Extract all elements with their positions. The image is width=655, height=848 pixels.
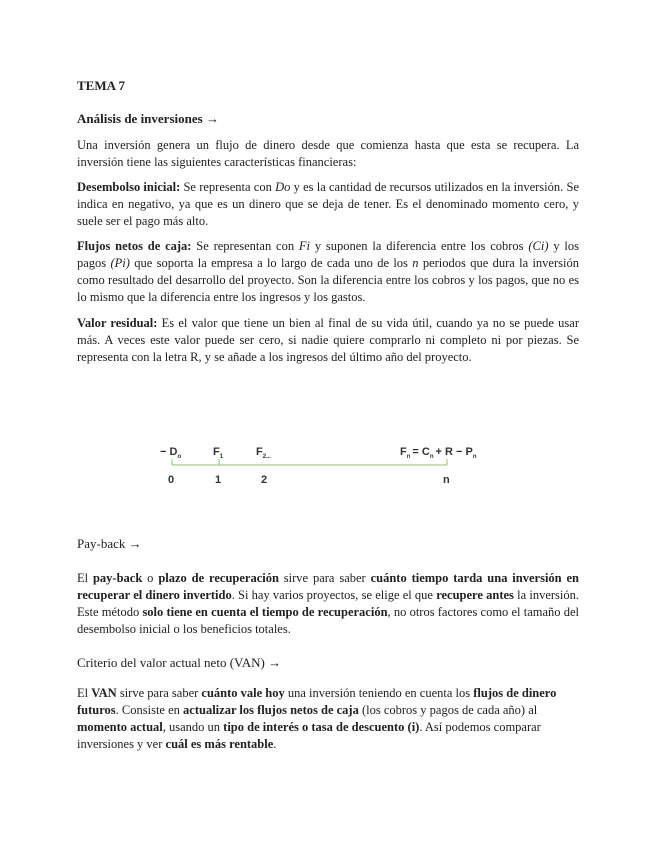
text: (los cobros y pagos de cada año) al <box>358 703 538 717</box>
desembolso-paragraph <box>77 179 579 230</box>
bold-text: VAN <box>91 686 117 700</box>
flujos-text-e: periodos que dura la inversión como resultado del desarrollo del proyecto. Son la diferencia entre los cobros y los pagos, que no es lo mismo que la diferencia entre los ingresos y los gastos. <box>77 256 579 304</box>
timeline-label-f1: $F_1$ <box>213 446 224 460</box>
section-heading-payback <box>77 536 142 552</box>
flujos-symbol-p: (Pi) <box>110 256 130 270</box>
desembolso-text-b: y es la cantidad de recursos utilizados en la inversión. Se indica en negativo, ya que es un dinero que se deja de tener. Es el denominado momento cero, y suele ser el pago más alto. <box>77 180 580 228</box>
timeline-label-fn: $F_n = C_n + R - P_n$ <box>400 446 477 460</box>
flujos-text-c: y los pagos <box>77 239 579 270</box>
flujos-symbol-c: (Ci) <box>528 239 549 253</box>
text: El <box>77 571 93 585</box>
text: una inversión teniendo en cuenta los <box>284 686 474 700</box>
cash-flow-timeline <box>77 438 579 498</box>
arrow-icon: → <box>128 536 142 551</box>
flujos-paragraph <box>77 238 579 306</box>
desembolso-symbol: Do <box>275 180 291 194</box>
bold-text: cuánto tiempo tarda una inversión en recuperar el dinero invertido <box>77 571 579 602</box>
timeline-tick-label-2: 2 <box>261 474 268 486</box>
flujos-symbol-n: n <box>412 256 419 270</box>
timeline-tick-label-1: 1 <box>215 474 222 486</box>
intro-paragraph: Una inversión genera un flujo de dinero desde que comienza hasta que esta se recupera. La inversión tiene las siguientes características financieras: <box>77 138 579 169</box>
text: , no otros factores como el tamaño del desembolso inicial o los beneficios totales. <box>77 605 580 636</box>
bold-text: cuánto vale hoy <box>201 686 285 700</box>
bold-text: plazo de recuperación <box>158 571 279 585</box>
arrow-icon: → <box>205 111 219 126</box>
text: . <box>273 737 277 751</box>
bold-text: momento actual <box>77 720 163 734</box>
van-paragraph <box>77 685 579 753</box>
text: . Si hay varios proyectos, se elige el que <box>231 588 437 602</box>
section-heading-analisis <box>77 111 219 127</box>
bold-text: cuál es más rentable <box>165 737 274 751</box>
text: . Consiste en <box>115 703 184 717</box>
flujos-symbol-f: Fi <box>298 239 310 253</box>
flujos-text-a: Se representan con <box>191 239 299 253</box>
residual-label: Valor residual: <box>77 316 158 330</box>
timeline-tick-label-0: 0 <box>168 474 175 486</box>
text: sirve para saber <box>278 571 371 585</box>
heading-text: Criterio del valor actual neto (VAN) <box>77 655 265 670</box>
bold-text: pay-back <box>92 571 143 585</box>
text: , usando un <box>162 720 224 734</box>
text: sirve para saber <box>116 686 202 700</box>
flujos-label: Flujos netos de caja: <box>77 239 192 253</box>
desembolso-label: Desembolso inicial: <box>77 180 181 194</box>
bold-text: solo tiene en cuenta el tiempo de recuperación <box>142 605 388 619</box>
heading-text: Pay-back <box>77 536 126 551</box>
flujos-text-b: y suponen la diferencia entre los cobros <box>310 239 529 253</box>
timeline-tick-label-n: n <box>443 474 450 486</box>
text: . Así podemos comparar inversiones y ver <box>77 720 541 751</box>
residual-text: Es el valor que tiene un bien al final de su vida útil, cuando ya no se puede usar más. A veces este valor puede ser cero, si nadie quiere comprarlo ni completo ni por piezas. Se representa con la letra R, y se añade a los ingresos del último año del proyecto. <box>77 316 579 364</box>
arrow-icon: → <box>268 655 282 670</box>
bold-text: flujos de dinero futuros <box>77 686 557 717</box>
bold-text: actualizar los flujos netos de caja <box>183 703 359 717</box>
bold-text: tipo de interés o tasa de descuento (i) <box>223 720 420 734</box>
bold-text: recupere antes <box>436 588 514 602</box>
residual-paragraph <box>77 315 579 366</box>
section-heading-van <box>77 655 281 671</box>
timeline-label-f2: $F_{2...}$ <box>256 446 272 460</box>
text: o <box>142 571 159 585</box>
timeline-label-do: − $D_o$ <box>160 446 182 460</box>
text: la inversión. Este método <box>77 588 579 619</box>
flujos-text-d: que soporta la empresa a lo largo de cada uno de los <box>129 256 413 270</box>
heading-text: Análisis de inversiones <box>77 111 203 126</box>
payback-paragraph <box>77 570 579 638</box>
desembolso-text-a: Se representa con <box>180 180 276 194</box>
page-title: TEMA 7 <box>77 78 126 93</box>
text: El <box>77 686 92 700</box>
